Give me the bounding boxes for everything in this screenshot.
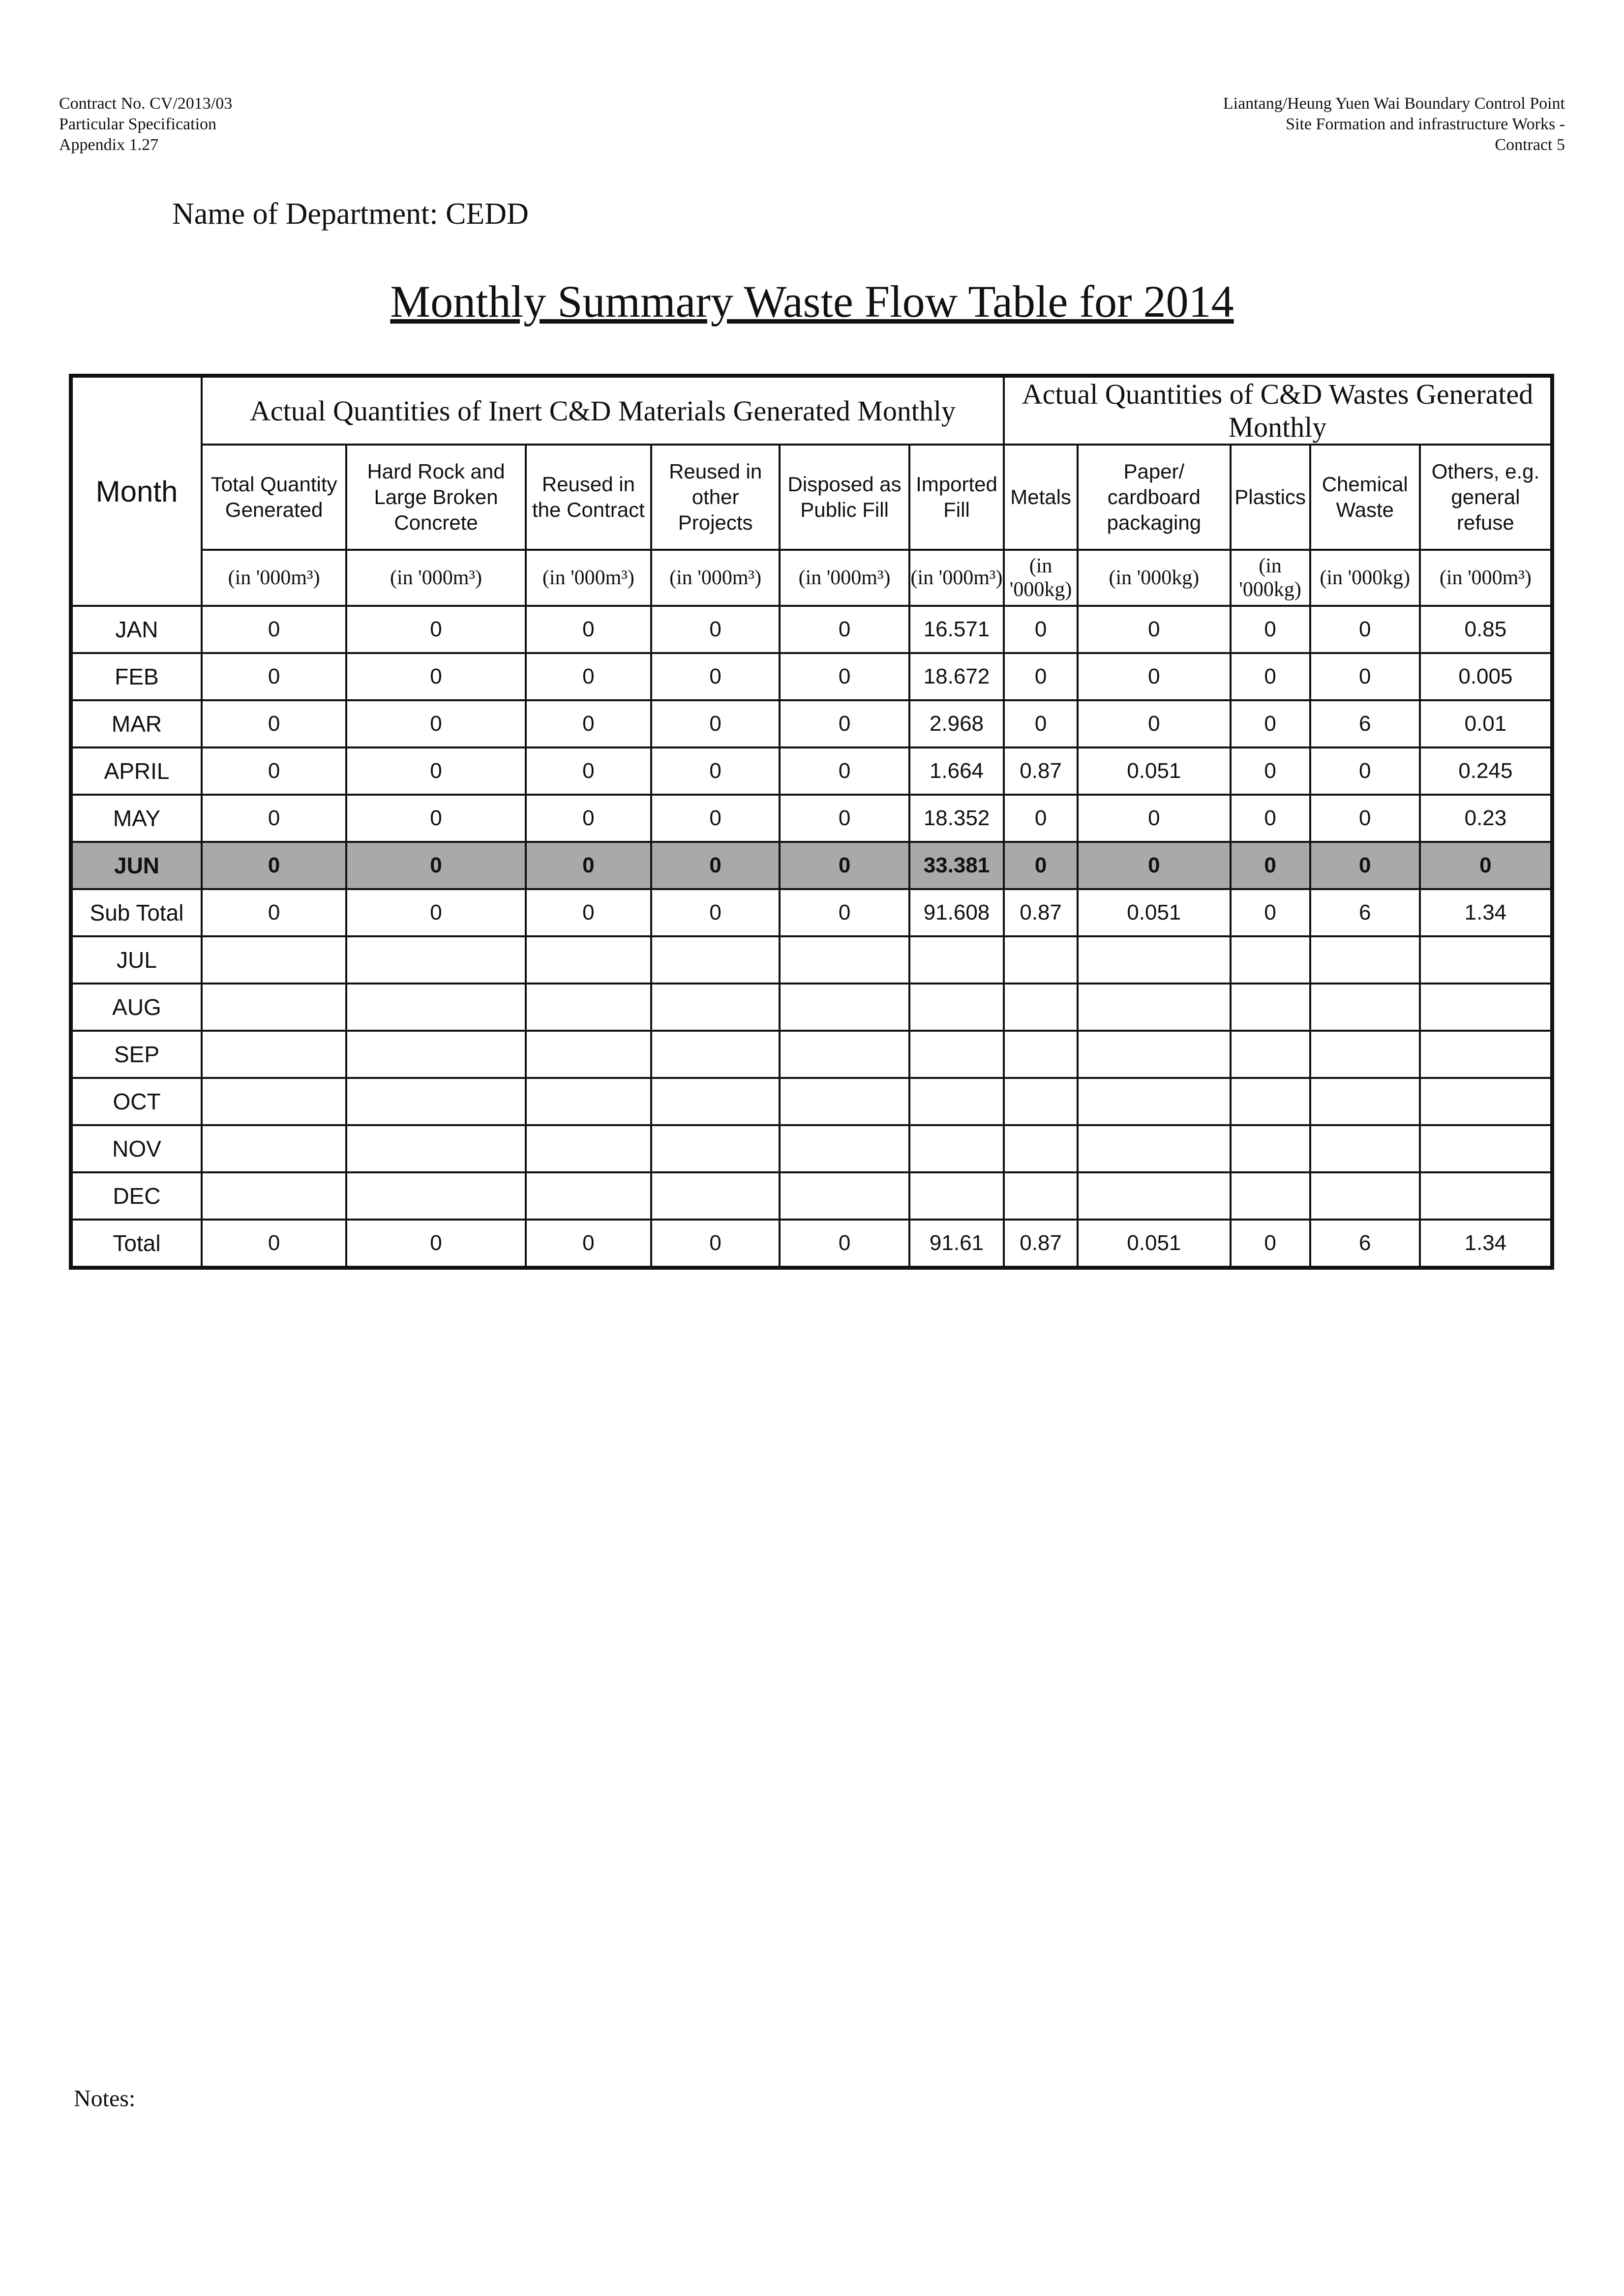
table-cell: 0: [1231, 889, 1310, 936]
unit-header: (in '000m³): [780, 550, 909, 606]
table-cell: 0: [1310, 842, 1420, 889]
table-cell: 0: [1004, 653, 1078, 700]
table-cell: [780, 936, 909, 984]
table-cell: [909, 1078, 1004, 1125]
project-name-line3: Contract 5: [1495, 136, 1565, 154]
column-header: Hard Rock and Large Broken Concrete: [346, 445, 525, 550]
table-cell: [1004, 1125, 1078, 1172]
table-cell: 0: [202, 700, 346, 747]
table-cell: [346, 1031, 525, 1078]
table-cell: 0: [651, 842, 780, 889]
table-cell: 0: [651, 700, 780, 747]
column-header: Paper/ cardboard packaging: [1078, 445, 1230, 550]
table-cell: [651, 984, 780, 1031]
table-cell: [1420, 1172, 1552, 1220]
row-month-label: AUG: [71, 984, 202, 1031]
table-cell: [202, 1125, 346, 1172]
column-header: Others, e.g. general refuse: [1420, 445, 1552, 550]
table-cell: [1420, 1031, 1552, 1078]
table-cell: 0: [526, 700, 651, 747]
table-cell: [909, 1125, 1004, 1172]
table-cell: 0: [780, 795, 909, 842]
page-title: [0, 275, 1624, 328]
table-cell: [1231, 984, 1310, 1031]
table-cell: 0: [346, 700, 525, 747]
table-cell: 0: [1310, 606, 1420, 653]
table-cell: 0: [1231, 842, 1310, 889]
unit-header: (in '000m³): [346, 550, 525, 606]
table-cell: 0: [651, 1220, 780, 1268]
document-header-left: [59, 93, 232, 155]
table-cell: 0: [526, 842, 651, 889]
column-header: Disposed as Public Fill: [780, 445, 909, 550]
unit-header: (in '000kg): [1004, 550, 1078, 606]
table-row: [71, 1172, 1552, 1220]
table-cell: [1231, 1031, 1310, 1078]
table-cell: [1420, 1125, 1552, 1172]
row-month-label: JUL: [71, 936, 202, 984]
table-cell: 0: [1231, 700, 1310, 747]
column-header: Plastics: [1231, 445, 1310, 550]
table-cell: 0: [651, 606, 780, 653]
table-cell: [1231, 936, 1310, 984]
column-header: Metals: [1004, 445, 1078, 550]
table-cell: 0: [346, 1220, 525, 1268]
table-row: [71, 606, 1552, 653]
specification-label: Particular Specification: [59, 115, 217, 133]
table-cell: 0: [1231, 1220, 1310, 1268]
unit-header: (in '000m³): [909, 550, 1004, 606]
table-cell: [202, 1078, 346, 1125]
table-cell: 1.34: [1420, 889, 1552, 936]
column-header: Reused in other Projects: [651, 445, 780, 550]
unit-header: (in '000kg): [1078, 550, 1230, 606]
table-cell: 0: [526, 653, 651, 700]
row-month-label: MAY: [71, 795, 202, 842]
table-cell: [346, 1078, 525, 1125]
table-cell: [1078, 936, 1230, 984]
table-cell: 0: [1310, 795, 1420, 842]
row-month-label: Total: [71, 1220, 202, 1268]
table-cell: [1310, 1125, 1420, 1172]
table-cell: 0.87: [1004, 1220, 1078, 1268]
table-cell: 0.051: [1078, 889, 1230, 936]
table-cell: 0: [780, 606, 909, 653]
table-cell: 0.005: [1420, 653, 1552, 700]
table-cell: [1078, 1125, 1230, 1172]
table-cell: [1078, 1172, 1230, 1220]
table-cell: [909, 1031, 1004, 1078]
table-cell: [346, 1125, 525, 1172]
table-cell: [651, 1031, 780, 1078]
table-cell: 33.381: [909, 842, 1004, 889]
column-header: Chemical Waste: [1310, 445, 1420, 550]
table-cell: 0.87: [1004, 747, 1078, 795]
table-cell: 0: [202, 842, 346, 889]
table-cell: 91.61: [909, 1220, 1004, 1268]
table-cell: [202, 984, 346, 1031]
column-header: Reused in the Contract: [526, 445, 651, 550]
table-cell: [1420, 1078, 1552, 1125]
table-row: [71, 795, 1552, 842]
table-cell: 0: [1078, 700, 1230, 747]
table-cell: 0: [346, 842, 525, 889]
table-cell: [346, 1172, 525, 1220]
table-cell: 18.352: [909, 795, 1004, 842]
table-cell: 16.571: [909, 606, 1004, 653]
table-cell: 0: [651, 653, 780, 700]
table-cell: [1004, 984, 1078, 1031]
contract-number: Contract No. CV/2013/03: [59, 94, 233, 113]
table-cell: [202, 936, 346, 984]
table-cell: 0: [1078, 842, 1230, 889]
table-row: [71, 1125, 1552, 1172]
table-row: [71, 842, 1552, 889]
cd-wastes-group-header: Actual Quantities of C&D Wastes Generated Monthly: [1004, 376, 1552, 445]
table-cell: [780, 984, 909, 1031]
table-cell: [1004, 936, 1078, 984]
table-cell: 6: [1310, 889, 1420, 936]
table-row: [71, 653, 1552, 700]
table-row: [71, 1078, 1552, 1125]
table-cell: [1310, 1172, 1420, 1220]
table-cell: 91.608: [909, 889, 1004, 936]
table-row: [71, 984, 1552, 1031]
table-cell: [780, 1172, 909, 1220]
table-cell: 0.051: [1078, 747, 1230, 795]
table-cell: [909, 1172, 1004, 1220]
table-cell: [526, 1125, 651, 1172]
row-month-label: SEP: [71, 1031, 202, 1078]
notes-label: Notes:: [74, 2086, 136, 2112]
table-cell: 0: [1231, 795, 1310, 842]
column-header-row: [71, 445, 1552, 550]
table-cell: [1310, 1031, 1420, 1078]
table-cell: [1231, 1078, 1310, 1125]
table-cell: 1.664: [909, 747, 1004, 795]
table-cell: 0: [651, 747, 780, 795]
document-header-right: [1223, 93, 1565, 155]
table-cell: 0: [1078, 606, 1230, 653]
table-cell: 0: [651, 795, 780, 842]
table-cell: 0: [202, 606, 346, 653]
table-cell: [1004, 1031, 1078, 1078]
table-cell: [526, 1078, 651, 1125]
table-cell: [1310, 984, 1420, 1031]
table-cell: [1310, 936, 1420, 984]
table-cell: 0: [346, 606, 525, 653]
table-cell: 0.23: [1420, 795, 1552, 842]
table-cell: 0: [1310, 653, 1420, 700]
table-cell: 0: [526, 889, 651, 936]
table-cell: [651, 1125, 780, 1172]
unit-header: (in '000kg): [1231, 550, 1310, 606]
table-cell: 0.051: [1078, 1220, 1230, 1268]
table-cell: [651, 936, 780, 984]
table-cell: [202, 1172, 346, 1220]
unit-header: (in '000m³): [1420, 550, 1552, 606]
table-cell: 0: [780, 889, 909, 936]
table-cell: [202, 1031, 346, 1078]
inert-materials-group-header: Actual Quantities of Inert C&D Materials Generated Monthly: [202, 376, 1004, 445]
table-cell: 0: [1004, 795, 1078, 842]
table-cell: [1078, 984, 1230, 1031]
table-cell: 0: [346, 795, 525, 842]
table-cell: 0: [1310, 747, 1420, 795]
table-cell: 6: [1310, 700, 1420, 747]
table-row: [71, 1220, 1552, 1268]
table-cell: [346, 984, 525, 1031]
row-month-label: JUN: [71, 842, 202, 889]
table-cell: [1231, 1125, 1310, 1172]
table-cell: 1.34: [1420, 1220, 1552, 1268]
table-cell: 0: [780, 653, 909, 700]
table-cell: 0: [346, 889, 525, 936]
row-month-label: Sub Total: [71, 889, 202, 936]
row-month-label: MAR: [71, 700, 202, 747]
table-cell: 0: [1420, 842, 1552, 889]
table-cell: 0: [346, 653, 525, 700]
table-row: [71, 889, 1552, 936]
page-title-text: Monthly Summary Waste Flow Table for 2014: [390, 276, 1234, 327]
table-cell: [526, 936, 651, 984]
table-cell: 0: [202, 747, 346, 795]
table-cell: 0.87: [1004, 889, 1078, 936]
table-cell: 0: [1231, 606, 1310, 653]
table-cell: [1310, 1078, 1420, 1125]
table-cell: [1004, 1172, 1078, 1220]
table-cell: 0: [1078, 653, 1230, 700]
table-cell: [1420, 984, 1552, 1031]
table-cell: [1231, 1172, 1310, 1220]
table-cell: 0: [1231, 653, 1310, 700]
table-cell: 0: [526, 747, 651, 795]
table-cell: 0: [651, 889, 780, 936]
table-cell: 0: [202, 889, 346, 936]
unit-header: (in '000m³): [651, 550, 780, 606]
project-name-line1: Liantang/Heung Yuen Wai Boundary Control Point: [1223, 94, 1565, 113]
month-column-header: Month: [71, 376, 202, 606]
unit-header: (in '000kg): [1310, 550, 1420, 606]
table-row: [71, 747, 1552, 795]
table-cell: [1078, 1078, 1230, 1125]
table-cell: [909, 936, 1004, 984]
unit-header-row: [71, 550, 1552, 606]
row-month-label: APRIL: [71, 747, 202, 795]
table-cell: 0.85: [1420, 606, 1552, 653]
table-cell: 2.968: [909, 700, 1004, 747]
table-row: [71, 936, 1552, 984]
row-month-label: DEC: [71, 1172, 202, 1220]
table-row: [71, 700, 1552, 747]
table-cell: 0: [526, 1220, 651, 1268]
table-cell: 0: [202, 653, 346, 700]
table-cell: 0: [780, 700, 909, 747]
table-cell: 0: [202, 795, 346, 842]
table-cell: 0: [780, 842, 909, 889]
table-cell: [1078, 1031, 1230, 1078]
table-cell: 0.01: [1420, 700, 1552, 747]
table-cell: 0: [780, 747, 909, 795]
department-name: Name of Department: CEDD: [172, 197, 529, 231]
table-cell: 0: [1004, 700, 1078, 747]
table-cell: [780, 1031, 909, 1078]
table-cell: 0: [1231, 747, 1310, 795]
project-name-line2: Site Formation and infrastructure Works -: [1286, 115, 1565, 133]
table-cell: [526, 984, 651, 1031]
table-cell: [526, 1172, 651, 1220]
table-cell: [1420, 936, 1552, 984]
row-month-label: OCT: [71, 1078, 202, 1125]
unit-header: (in '000m³): [526, 550, 651, 606]
table-cell: 0: [346, 747, 525, 795]
table-cell: [909, 984, 1004, 1031]
table-cell: 0: [1004, 842, 1078, 889]
table-cell: 0: [526, 795, 651, 842]
table-cell: [780, 1125, 909, 1172]
table-cell: 18.672: [909, 653, 1004, 700]
appendix-label: Appendix 1.27: [59, 136, 159, 154]
table-cell: 6: [1310, 1220, 1420, 1268]
row-month-label: JAN: [71, 606, 202, 653]
row-month-label: NOV: [71, 1125, 202, 1172]
waste-flow-table: [69, 374, 1554, 1270]
table-cell: [1004, 1078, 1078, 1125]
table-cell: 0: [526, 606, 651, 653]
column-header: Total Quantity Generated: [202, 445, 346, 550]
table-cell: 0.245: [1420, 747, 1552, 795]
table-cell: [780, 1078, 909, 1125]
table-cell: [346, 936, 525, 984]
table-cell: 0: [1004, 606, 1078, 653]
column-header: Imported Fill: [909, 445, 1004, 550]
table-cell: 0: [780, 1220, 909, 1268]
table-row: [71, 1031, 1552, 1078]
table-body: [71, 606, 1552, 1268]
row-month-label: FEB: [71, 653, 202, 700]
table-cell: [651, 1078, 780, 1125]
unit-header: (in '000m³): [202, 550, 346, 606]
table-cell: 0: [1078, 795, 1230, 842]
table-cell: [526, 1031, 651, 1078]
table-cell: [651, 1172, 780, 1220]
table-cell: 0: [202, 1220, 346, 1268]
